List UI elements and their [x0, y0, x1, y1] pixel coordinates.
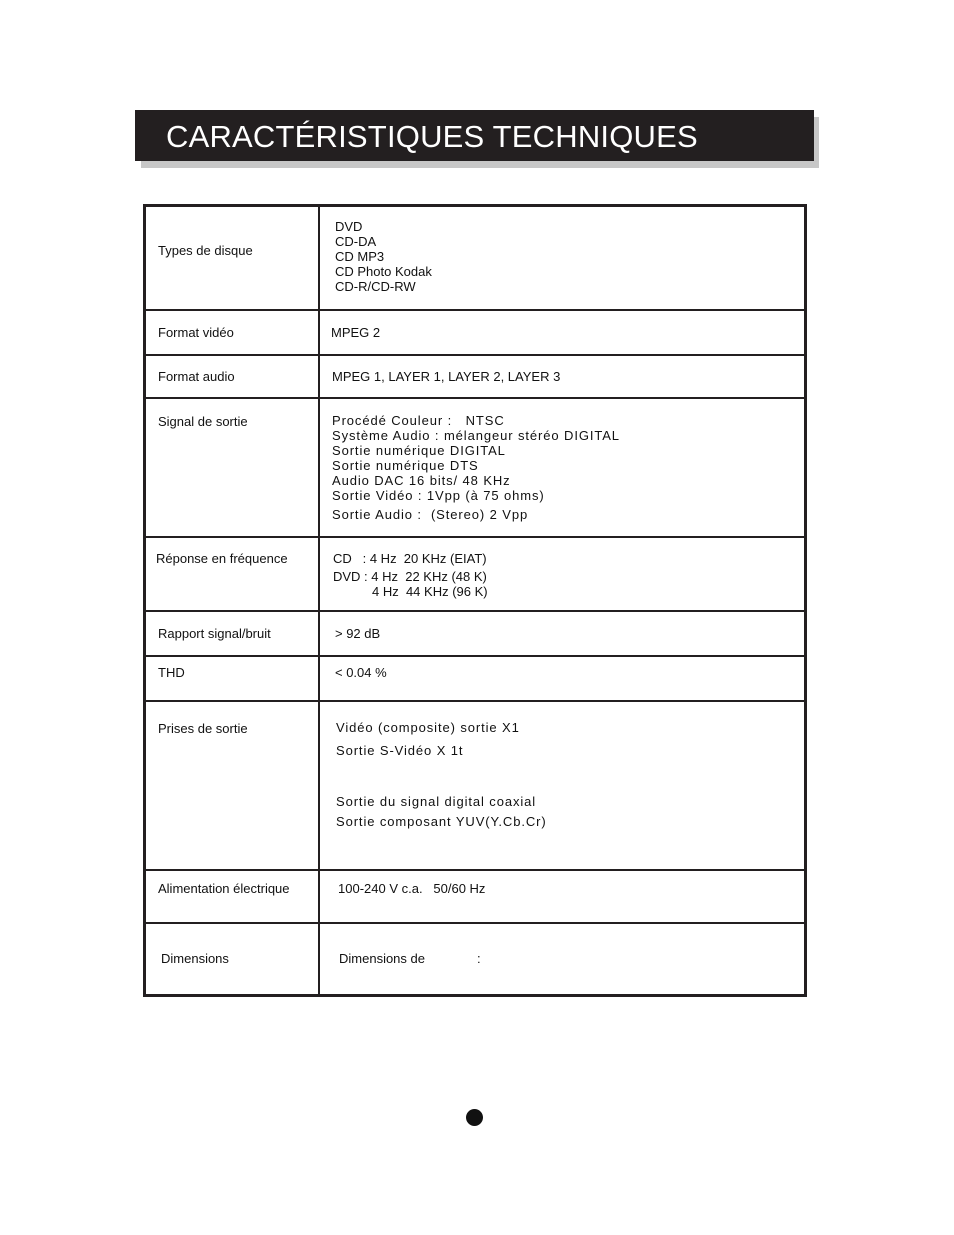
disc-types-label: Types de disque: [158, 243, 253, 258]
title-bar: [135, 110, 814, 161]
output-signal-label: Signal de sortie: [158, 414, 248, 429]
dimensions-label: Dimensions: [161, 951, 229, 966]
snr-label: Rapport signal/bruit: [158, 626, 271, 641]
output-signal-values: [332, 413, 620, 522]
row-divider: [146, 655, 804, 657]
outputs-item: Sortie S-Vidéo X 1t: [336, 743, 464, 758]
outputs-item: Sortie composant YUV(Y.Cb.Cr): [336, 814, 547, 829]
output-signal-item: Sortie numérique DIGITAL: [332, 443, 506, 458]
output-signal-item: Sortie numérique DTS: [332, 458, 479, 473]
row-divider: [146, 354, 804, 356]
column-divider: [318, 207, 320, 997]
row-divider: [146, 309, 804, 311]
power-value: 100-240 V c.a. 50/60 Hz: [338, 881, 486, 896]
row-divider: [146, 610, 804, 612]
row-divider: [146, 700, 804, 702]
row-divider: [146, 922, 804, 924]
power-label: Alimentation électrique: [158, 881, 290, 896]
output-signal-item: Système Audio : mélangeur stéréo DIGITAL: [332, 428, 620, 443]
frequency-response-dvd: DVD : 4 Hz 22 KHz (48 K): [333, 569, 487, 584]
snr-value: > 92 dB: [335, 626, 381, 641]
audio-format-value: MPEG 1, LAYER 1, LAYER 2, LAYER 3: [332, 369, 561, 384]
output-signal-item: Audio DAC 16 bits/ 48 KHz: [332, 473, 511, 488]
thd-value: < 0.04 %: [335, 665, 387, 680]
output-signal-item: Sortie Audio : (Stereo) 2 Vpp: [332, 507, 529, 522]
frequency-response-dvd-96k: 4 Hz 44 KHz (96 K): [372, 584, 488, 599]
row-divider: [146, 869, 804, 871]
dimensions-separator: :: [477, 951, 481, 966]
video-format-label: Format vidéo: [158, 325, 234, 340]
thd-label: THD: [158, 665, 185, 680]
page-number-dot: [466, 1109, 483, 1126]
disc-type-item: DVD: [335, 219, 363, 234]
frequency-response-cd: CD : 4 Hz 20 KHz (EIAT): [333, 551, 487, 566]
disc-type-item: CD MP3: [335, 249, 385, 264]
disc-types-values: [335, 219, 432, 294]
disc-type-item: CD Photo Kodak: [335, 264, 432, 279]
audio-format-label: Format audio: [158, 369, 235, 384]
disc-type-item: CD-R/CD-RW: [335, 279, 416, 294]
row-divider: [146, 397, 804, 399]
dimensions-value: Dimensions de: [339, 951, 425, 966]
video-format-value: MPEG 2: [331, 325, 381, 340]
spec-table: [143, 204, 807, 997]
outputs-item: Vidéo (composite) sortie X1: [336, 720, 520, 735]
outputs-label: Prises de sortie: [158, 721, 248, 736]
outputs-item: Sortie du signal digital coaxial: [336, 794, 537, 809]
disc-type-item: CD-DA: [335, 234, 377, 249]
output-signal-item: Sortie Vidéo : 1Vpp (à 75 ohms): [332, 488, 545, 503]
page-title: CARACTÉRISTIQUES TECHNIQUES: [166, 119, 698, 154]
row-divider: [146, 536, 804, 538]
output-signal-item: Procédé Couleur : NTSC: [332, 413, 505, 428]
frequency-response-label: Réponse en fréquence: [156, 551, 288, 566]
